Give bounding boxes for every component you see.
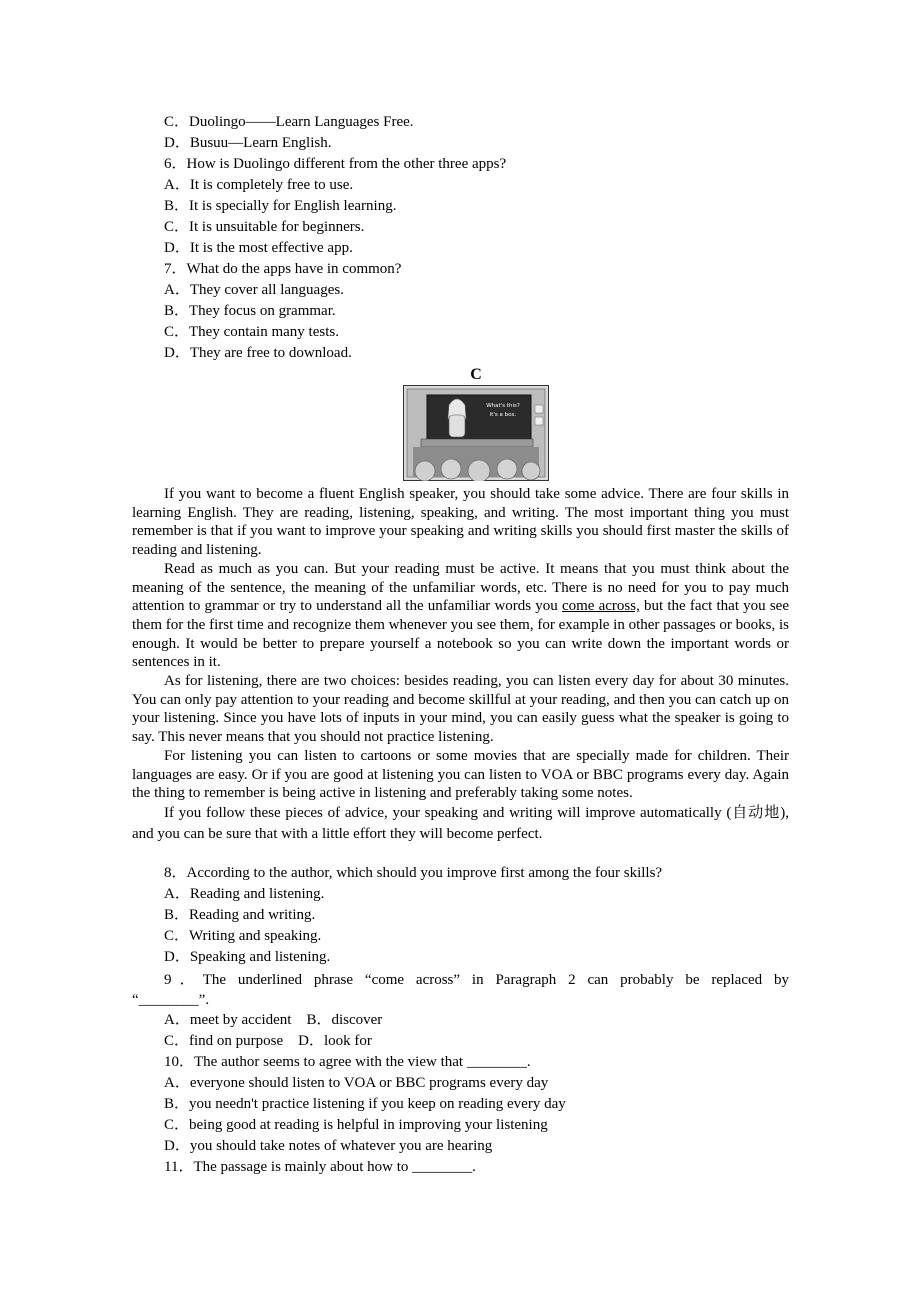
question-9: 9．The underlined phrase “come across” in Paragraph 2 can probably be replaced by (164, 972, 789, 988)
option-line: C．They contain many tests. (164, 324, 339, 340)
paragraph-2-text: Read as much as you can. But your reading must be active. It means that you must think about the meaning of the sentence, the meaning of the unfamiliar words, etc. There is no need for you to pay much attention to grammar or try to understand all the unfamiliar words you (132, 560, 789, 615)
paragraph-2-text: but the fact that you see them for the first time and recognize them whenever you see them, for example in other passages or books, is enough. It would be better to prepare yourself a notebook so you can write down the important words or sentences in it. (132, 598, 789, 671)
question-8: 8．According to the author, which should you improve first among the four skills? (164, 865, 663, 881)
underlined-phrase: come across, (561, 598, 640, 615)
option-line: C．Duolingo——Learn Languages Free. (164, 114, 414, 130)
option-line: A．It is completely free to use. (164, 177, 354, 193)
paragraph-1: If you want to become a fluent English speaker, you should take some advice. There are four skills in learning English. They are reading, listening, speaking, and writing. The most important thing you must remember is that if you want to improve your speaking and writing skills you should first master the skills of reading and listening. (132, 486, 789, 559)
paragraph-3: As for listening, there are two choices: besides reading, you can listen every day for about 30 minutes. You can only pay attention to your reading and become skillful at your reading, and then you can catch up on your listening. Since you have lots of inputs in your mind, you can easily guess what the speaker is going to say. This never means that you should not practice listening. (132, 673, 789, 746)
option-line: D．Busuu—Learn English. (164, 135, 332, 151)
option-line: C．Writing and speaking. (164, 928, 322, 944)
teacher-figure (448, 399, 466, 437)
question-11: 11．The passage is mainly about how to ________. (164, 1159, 476, 1175)
section-heading: C (470, 366, 482, 383)
paragraph-4: For listening you can listen to cartoons or some movies that are specially made for children. Their languages are easy. Or if you are good at listening you can listen to VOA or BBC programs every day. Again the thing to remember is being active in listening and preferably taking some notes. (132, 747, 789, 802)
question-7: 7．What do the apps have in common? (164, 261, 402, 277)
passage (132, 485, 789, 845)
option-line: B．you needn't practice listening if you keep on reading every day (164, 1096, 566, 1112)
bubble-text-1: What's this? (486, 403, 520, 409)
option-line: A．everyone should listen to VOA or BBC programs every day (164, 1075, 549, 1091)
option-line: C．find on purpose D．look for (164, 1033, 372, 1049)
classroom-illustration (403, 385, 549, 481)
paragraph-5: If you follow these pieces of advice, your speaking and writing will improve automatically (自动地), and you can be sure that with a little effort they will become perfect. (132, 804, 789, 842)
option-line: D．It is the most effective app. (164, 240, 353, 256)
option-line: C．It is unsuitable for beginners. (164, 219, 365, 235)
question-10: 10．The author seems to agree with the view that ________. (164, 1054, 531, 1070)
option-line: D．Speaking and listening. (164, 949, 331, 965)
option-line: B．They focus on grammar. (164, 303, 336, 319)
option-line: C．being good at reading is helpful in improving your listening (164, 1117, 548, 1133)
option-line: D．They are free to download. (164, 345, 352, 361)
option-line: A．Reading and listening. (164, 886, 325, 902)
option-line: A．They cover all languages. (164, 282, 344, 298)
bubble-text-2: It's a box. (489, 412, 517, 418)
option-line: D．you should take notes of whatever you are hearing (164, 1138, 493, 1154)
question-9-blank: “________”. (132, 992, 210, 1008)
paragraph-2 (132, 560, 789, 672)
option-line: A．meet by accident B．discover (164, 1012, 383, 1028)
option-line: B．Reading and writing. (164, 907, 316, 923)
question-6: 6．How is Duolingo different from the other three apps? (164, 156, 507, 172)
option-line: B．It is specially for English learning. (164, 198, 397, 214)
